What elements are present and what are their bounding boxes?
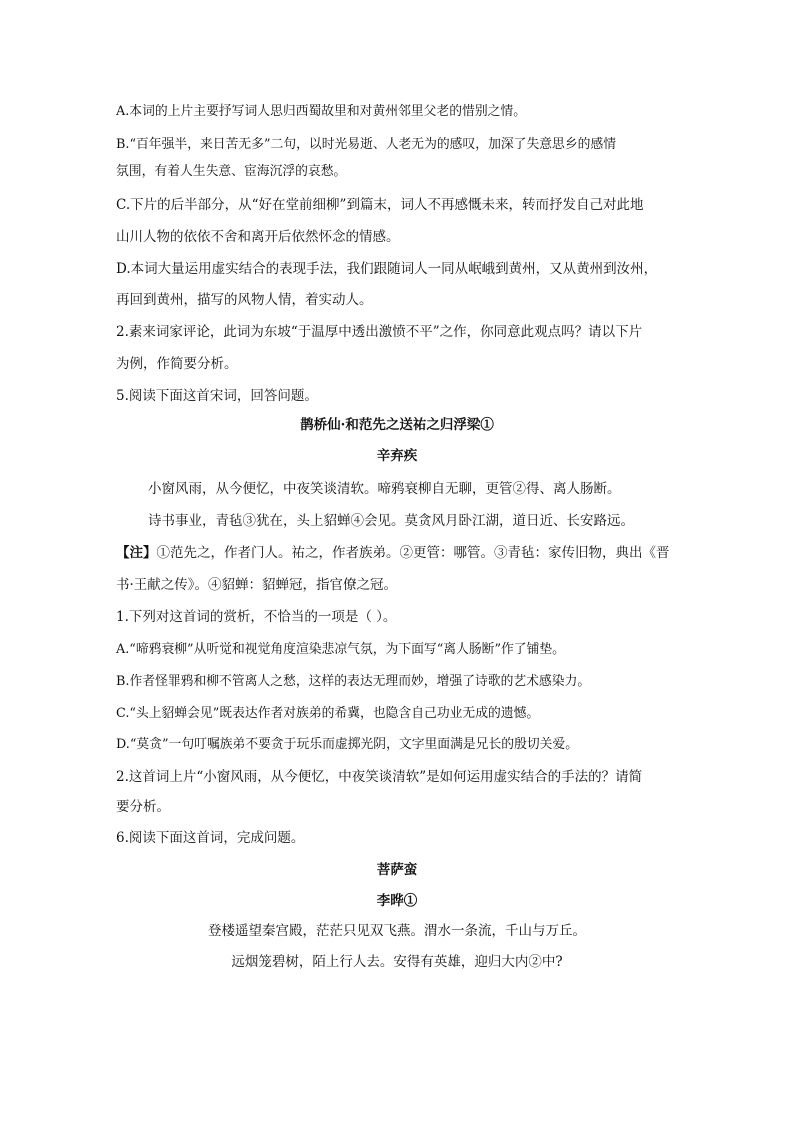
note-line-1 [116,543,678,563]
poem-author: 辛弃疾 [376,448,418,464]
question-2b-line-2: 要分析。 [116,799,170,815]
choice-b: B.作者怪罪鸦和柳不管离人之愁，这样的表达无理而妙，增强了诗歌的艺术感染力。 [116,674,591,689]
poem-stanza-2: 诗书事业，青毡③犹在，头上貂蝉④会见。莫贪风月卧江湖，道日近、长安路远。 [148,513,634,529]
question-2-line-2: 为例，作简要分析。 [116,356,238,372]
choice-d: D.“莫贪”一句叮嘱族弟不要贪于玩乐而虚掷光阴，文字里面满是兄长的殷切关爱。 [116,737,579,752]
question-2b-line-1: 2.这首词上片“小窗风雨，从今便忆，中夜笑谈清软”是如何运用虚实结合的手法的？请简 [116,769,643,785]
option-c-line-1: C.下片的后半部分，从“好在堂前细柳”到篇末，词人不再感慨未来，转而抒发自己对此地 [116,197,644,213]
poem-2-title: 菩萨蛮 [376,862,418,878]
option-d-line-1: D.本词大量运用虚实结合的表现手法，我们跟随词人一同从岷峨到黄州，又从黄州到汝州， [116,261,658,277]
section-5-heading: 5.阅读下面这首宋词，回答问题。 [116,388,318,404]
poem-2-author: 李晔① [376,893,418,909]
choice-a: A.“啼鸦衰柳”从听觉和视觉角度渲染悲凉气氛，为下面写“离人肠断”作了铺垫。 [116,642,565,657]
option-c-line-2: 山川人物的依依不舍和离开后依然怀念的情感。 [116,229,400,245]
choice-c: C.“头上貂蝉会见”既表达作者对族弟的希冀，也隐含自己功业无成的遗憾。 [116,706,540,721]
section-6-heading: 6.阅读下面这首词，完成问题。 [116,830,305,846]
question-2-line-1: 2.素来词家评论，此词为东坡“于温厚中透出激愤不平”之作，你同意此观点吗？请以下片 [116,324,643,340]
note-text-1: ①范先之，作者门人。祐之，作者族弟。②更管：哪管。③青毡：家传旧物，典出《晋 [156,545,670,561]
option-a-line: A.本词的上片主要抒写词人思归西蜀故里和对黄州邻里父老的惜别之情。 [116,104,527,119]
option-b-line-2: 氛围，有着人生失意、宦海沉浮的哀愁。 [116,164,347,179]
poem-2-line-2: 远烟笼碧树，陌上行人去。安得有英雄，迎归大内②中? [231,954,563,970]
poem-2-line-1: 登楼遥望秦宫殿，茫茫只见双飞燕。渭水一条流，千山与万丘。 [208,923,586,939]
note-label: 【注】 [116,545,157,561]
question-1-stem: 1.下列对这首词的赏析，不恰当的一项是（ ）。 [116,609,397,625]
poem-title: 鹊桥仙·和范先之送祐之归浮梁① [300,417,494,433]
note-line-2: 书·王献之传》。④貂蝉：貂蝉冠，指官僚之冠。 [116,577,398,593]
poem-stanza-1: 小窗风雨，从今便忆，中夜笑谈清软。啼鸦衰柳自无聊，更管②得、离人肠断。 [148,481,621,497]
option-d-line-2: 再回到黄州，描写的风物人情，着实动人。 [116,292,373,308]
option-b-line-1: B.“百年强半，来日苦无多”二句，以时光易逝、人老无为的感叹，加深了失意思乡的感情 [116,137,617,152]
